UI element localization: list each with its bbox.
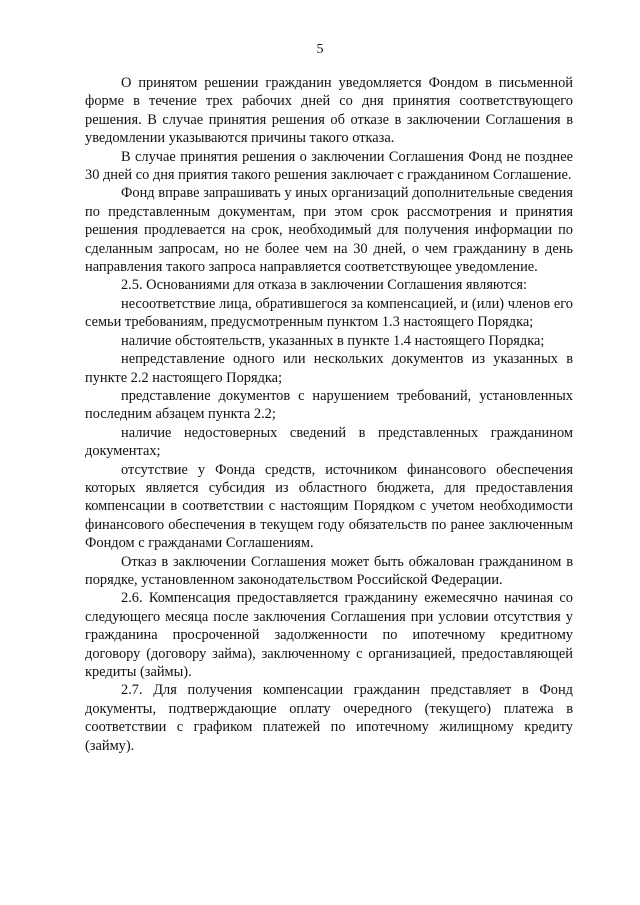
paragraph-refusal-ground: наличие недостоверных сведений в представленных гражданином документах;: [85, 424, 573, 460]
paragraph-section-2-7: 2.7. Для получения компенсации гражданин представляет в Фонд документы, подтверждающие оплату очередного (текущего) платежа в соответствии с графиком платежей по ипотечному жилищному кредиту (займу).: [85, 682, 573, 754]
paragraph-section-2-6: 2.6. Компенсация предоставляется гражданину ежемесячно начиная со следующего месяца после заключения Соглашения при условии отсутствия у гражданина просроченной задолженности по ипотечному кредитному договору (договору займа), заключенному с организацией, предоставляющей кредиты (займы).: [85, 590, 573, 680]
document-body: [85, 74, 573, 755]
paragraph-additional-requests: Фонд вправе запрашивать у иных организаций дополнительные сведения по представленным документам, при этом срок рассмотрения и принятия решения продлевается на срок, необходимый для получения информации по сделанным запросам, но не более чем на 30 дней, о чем гражданину в день направления такого запроса направляется соответствующее уведомление.: [85, 185, 573, 276]
paragraph-refusal-ground: представление документов с нарушением требований, установленных последним абзацем пункта 2.2;: [85, 387, 573, 423]
page-number: 5: [316, 42, 324, 57]
paragraph-refusal-ground: непредставление одного или нескольких документов из указанных в пункте 2.2 настоящего Порядка;: [85, 351, 573, 386]
paragraph-refusal-ground: несоответствие лица, обратившегося за компенсацией, и (или) членов его семьи требованиям, предусмотренным пунктом 1.3 настоящего Порядка;: [85, 295, 573, 331]
paragraph-refusal-ground: наличие обстоятельств, указанных в пункте 1.4 настоящего Порядка;: [121, 332, 545, 349]
paragraph-refusal-grounds-heading: 2.5. Основаниями для отказа в заключении Соглашения являются:: [121, 277, 527, 294]
paragraph-agreement-conclusion: В случае принятия решения о заключении Соглашения Фонд не позднее 30 дней со дня приятия такого решения заключает с гражданином Соглашение.: [85, 148, 573, 184]
paragraph-notification: О принятом решении гражданин уведомляется Фондом в письменной форме в течение трех рабочих дней со дня принятия соответствующего решения. В случае принятия решения об отказе в заключении Соглашения в уведомлении указываются причины такого отказа.: [85, 75, 573, 147]
paragraph-refusal-ground: отсутствие у Фонда средств, источником финансового обеспечения которых является субсидия из областного бюджета, для предоставления компенсации в соответствии с настоящим Порядком с учетом необходимости финансового обеспечения в текущем году обязательств по ранее заключенным Фондом с гражданами Соглашениям.: [85, 461, 573, 552]
paragraph-appeal: Отказ в заключении Соглашения может быть обжалован гражданином в порядке, установленном законодательством Российской Федерации.: [85, 553, 573, 588]
